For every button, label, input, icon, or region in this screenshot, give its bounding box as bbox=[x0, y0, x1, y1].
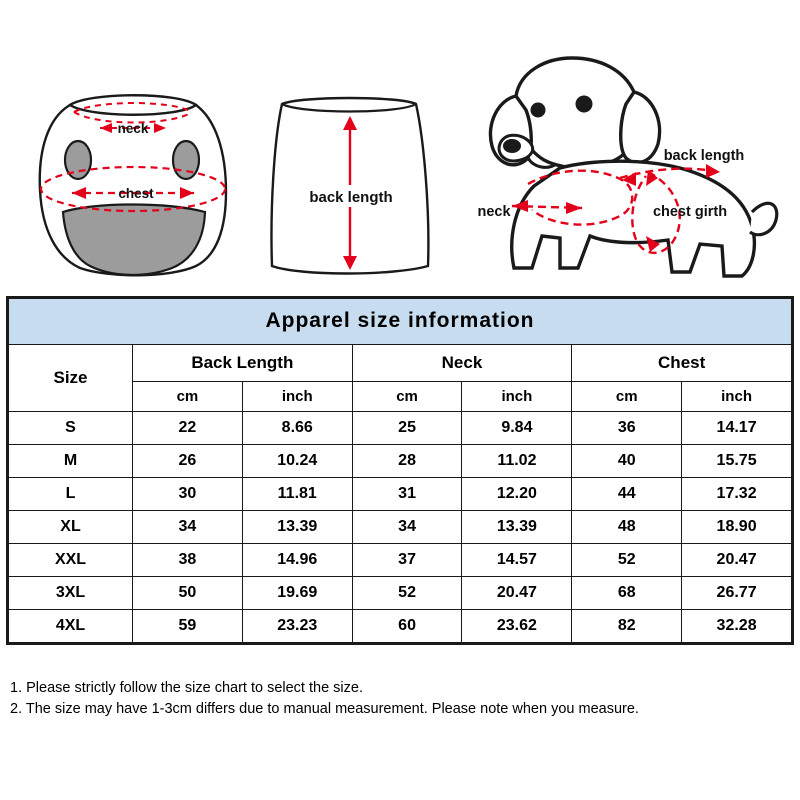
table-row bbox=[9, 544, 792, 577]
table-row bbox=[9, 445, 792, 478]
table-row bbox=[9, 478, 792, 511]
row-size: XL bbox=[9, 511, 133, 544]
label-back-length-dog: back length bbox=[663, 148, 745, 164]
cell-chest-inch: 26.77 bbox=[682, 577, 792, 610]
cell-back-length-cm: 59 bbox=[133, 610, 243, 643]
table-row bbox=[9, 511, 792, 544]
header-size: Size bbox=[9, 345, 133, 412]
unit-chest-inch: inch bbox=[682, 382, 792, 412]
header-chest: Chest bbox=[572, 345, 792, 382]
cell-back-length-inch: 10.24 bbox=[242, 445, 352, 478]
header-neck: Neck bbox=[352, 345, 572, 382]
cell-neck-inch: 13.39 bbox=[462, 511, 572, 544]
apparel-size-chart bbox=[6, 296, 794, 645]
unit-chest-cm: cm bbox=[572, 382, 682, 412]
cell-back-length-inch: 11.81 bbox=[242, 478, 352, 511]
cell-neck-inch: 14.57 bbox=[462, 544, 572, 577]
garment-front-view bbox=[40, 95, 226, 275]
cell-back-length-inch: 19.69 bbox=[242, 577, 352, 610]
cell-neck-cm: 60 bbox=[352, 610, 462, 643]
cell-neck-cm: 31 bbox=[352, 478, 462, 511]
cell-chest-inch: 17.32 bbox=[682, 478, 792, 511]
table-row bbox=[9, 610, 792, 643]
table-title-row bbox=[9, 299, 792, 345]
cell-chest-cm: 36 bbox=[572, 412, 682, 445]
label-chest-girth-dog: chest girth bbox=[652, 204, 728, 220]
row-size: 4XL bbox=[9, 610, 133, 643]
cell-chest-inch: 20.47 bbox=[682, 544, 792, 577]
unit-back-length-inch: inch bbox=[242, 382, 352, 412]
row-size: S bbox=[9, 412, 133, 445]
measurement-illustration bbox=[0, 0, 800, 296]
header-back-length: Back Length bbox=[133, 345, 353, 382]
size-table bbox=[8, 298, 792, 643]
cell-back-length-inch: 14.96 bbox=[242, 544, 352, 577]
cell-neck-inch: 23.62 bbox=[462, 610, 572, 643]
note-line-2: 2. The size may have 1-3cm differs due to manual measurement. Please note when you measure. bbox=[10, 701, 639, 718]
cell-back-length-inch: 23.23 bbox=[242, 610, 352, 643]
note-line-1: 1. Please strictly follow the size chart to select the size. bbox=[10, 680, 363, 696]
cell-back-length-cm: 30 bbox=[133, 478, 243, 511]
cell-neck-inch: 12.20 bbox=[462, 478, 572, 511]
table-row bbox=[9, 412, 792, 445]
label-neck-dog: neck bbox=[477, 204, 511, 220]
cell-neck-cm: 37 bbox=[352, 544, 462, 577]
unit-neck-cm: cm bbox=[352, 382, 462, 412]
cell-neck-inch: 11.02 bbox=[462, 445, 572, 478]
label-neck-front: neck bbox=[117, 121, 149, 136]
cell-neck-cm: 28 bbox=[352, 445, 462, 478]
cell-back-length-cm: 34 bbox=[133, 511, 243, 544]
cell-back-length-cm: 38 bbox=[133, 544, 243, 577]
cell-chest-cm: 68 bbox=[572, 577, 682, 610]
row-size: 3XL bbox=[9, 577, 133, 610]
cell-neck-inch: 20.47 bbox=[462, 577, 572, 610]
cell-back-length-inch: 8.66 bbox=[242, 412, 352, 445]
cell-neck-inch: 9.84 bbox=[462, 412, 572, 445]
cell-chest-cm: 82 bbox=[572, 610, 682, 643]
cell-chest-inch: 18.90 bbox=[682, 511, 792, 544]
cell-neck-cm: 25 bbox=[352, 412, 462, 445]
size-notes bbox=[6, 676, 794, 720]
row-size: XXL bbox=[9, 544, 133, 577]
cell-chest-cm: 48 bbox=[572, 511, 682, 544]
garment-side-view bbox=[271, 98, 428, 274]
cell-back-length-cm: 22 bbox=[133, 412, 243, 445]
cell-chest-cm: 44 bbox=[572, 478, 682, 511]
table-title: Apparel size information bbox=[9, 299, 792, 345]
cell-chest-inch: 32.28 bbox=[682, 610, 792, 643]
cell-chest-inch: 14.17 bbox=[682, 412, 792, 445]
cell-chest-cm: 40 bbox=[572, 445, 682, 478]
table-row bbox=[9, 577, 792, 610]
cell-chest-inch: 15.75 bbox=[682, 445, 792, 478]
label-chest-front: chest bbox=[118, 186, 154, 201]
cell-neck-cm: 52 bbox=[352, 577, 462, 610]
cell-back-length-inch: 13.39 bbox=[242, 511, 352, 544]
table-group-header-row bbox=[9, 345, 792, 382]
cell-chest-cm: 52 bbox=[572, 544, 682, 577]
dog-illustration bbox=[477, 58, 776, 276]
row-size: M bbox=[9, 445, 133, 478]
label-back-length-side: back length bbox=[309, 189, 393, 206]
row-size: L bbox=[9, 478, 133, 511]
unit-neck-inch: inch bbox=[462, 382, 572, 412]
cell-neck-cm: 34 bbox=[352, 511, 462, 544]
unit-back-length-cm: cm bbox=[133, 382, 243, 412]
cell-back-length-cm: 50 bbox=[133, 577, 243, 610]
cell-back-length-cm: 26 bbox=[133, 445, 243, 478]
